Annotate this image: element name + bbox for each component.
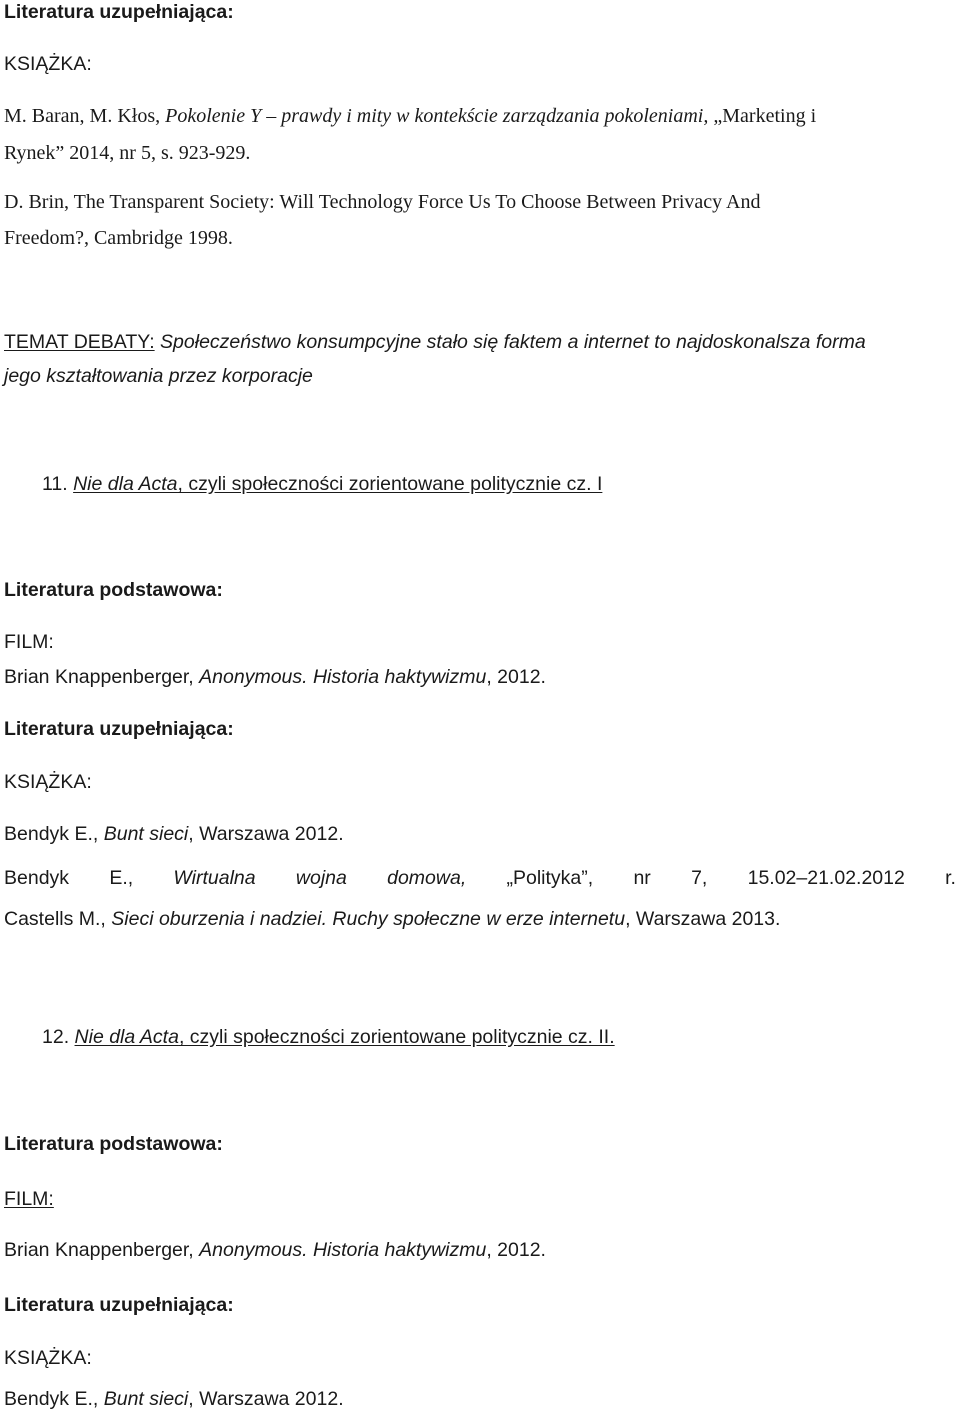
ref-baran-title: Pokolenie Y – prawdy i mity w kontekście zarządzania pokoleniami,	[165, 105, 709, 127]
section-11-number: 11.	[42, 473, 68, 495]
debate-line1	[4, 330, 956, 354]
ref-baran-journal: „Marketing i	[708, 105, 817, 127]
film-ref-12	[4, 1238, 956, 1262]
word: Bendyk	[4, 867, 70, 889]
film-label-12: FILM:	[4, 1188, 54, 1210]
book-rest: , Warszawa 2012.	[188, 1388, 344, 1410]
book-author: Castells M.,	[4, 908, 112, 930]
book-bendyk-wirtualna-11	[4, 866, 956, 890]
book-author: Bendyk E.,	[4, 1388, 104, 1410]
word: Wirtualna	[173, 867, 256, 889]
book-author: Bendyk E.,	[4, 823, 104, 845]
book-rest: , Warszawa 2012.	[188, 823, 344, 845]
ref-brin-line1: D. Brin, The Transparent Society: Will Technology Force Us To Choose Between Privacy And	[4, 191, 761, 213]
lit-uzup-heading-12: Literatura uzupełniająca:	[4, 1294, 234, 1316]
book-castells-11	[4, 907, 956, 931]
film-year-11: , 2012.	[486, 666, 546, 688]
word: 15.02–21.02.2012	[747, 867, 905, 889]
film-ref-11	[4, 665, 956, 689]
ksiazka-label-12: KSIĄŻKA:	[4, 1347, 92, 1369]
section-11-title-italic: Nie dla Acta	[73, 473, 178, 495]
lit-podst-heading-12: Literatura podstawowa:	[4, 1133, 223, 1155]
section-12-number: 12.	[42, 1026, 70, 1048]
lit-podst-heading-11: Literatura podstawowa:	[4, 579, 223, 601]
section-11-heading	[42, 472, 956, 496]
book-bendyk-bunt-11	[4, 822, 956, 846]
film-author-11: Brian Knappenberger,	[4, 666, 200, 688]
film-year-12: , 2012.	[486, 1239, 546, 1261]
lit-uzup-heading-1: Literatura uzupełniająca:	[4, 1, 234, 23]
book-title: Bunt sieci	[103, 823, 189, 845]
ksiazka-label-11: KSIĄŻKA:	[4, 771, 92, 793]
book-title: Sieci oburzenia i nadziei. Ruchy społeczne w erze internetu	[111, 908, 626, 930]
word: nr	[633, 867, 651, 889]
film-author-12: Brian Knappenberger,	[4, 1239, 200, 1261]
word: domowa,	[387, 867, 467, 889]
book-bendyk-bunt-12	[4, 1387, 956, 1411]
film-title-11: Anonymous. Historia haktywizmu	[199, 666, 487, 688]
section-12-title-italic: Nie dla Acta	[74, 1026, 179, 1048]
ref-baran-line1	[4, 104, 956, 128]
word: 7,	[691, 867, 708, 889]
film-title-12: Anonymous. Historia haktywizmu	[199, 1239, 487, 1261]
section-11-title	[73, 473, 602, 495]
debate-line2: jego kształtowania przez korporacje	[4, 365, 313, 387]
book-rest: , Warszawa 2013.	[625, 908, 781, 930]
book-title: Bunt sieci	[103, 1388, 189, 1410]
section-11-title-rest: , czyli społeczności zorientowane politycznie cz. I	[177, 473, 603, 495]
section-12-title	[75, 1026, 615, 1048]
ref-baran-authors: M. Baran, M. Kłos,	[4, 105, 166, 127]
section-12-heading	[42, 1025, 956, 1049]
debate-label: TEMAT DEBATY:	[4, 331, 155, 353]
film-label-11: FILM:	[4, 631, 54, 653]
word: wojna	[295, 867, 347, 889]
word: „Polityka”,	[506, 867, 594, 889]
section-12-title-rest: , czyli społeczności zorientowane politycznie cz. II.	[178, 1026, 615, 1048]
lit-uzup-heading-11: Literatura uzupełniająca:	[4, 718, 234, 740]
ref-brin-line2: Freedom?, Cambridge 1998.	[4, 227, 233, 249]
word: E.,	[109, 867, 134, 889]
word: r.	[945, 867, 956, 889]
debate-text-1: Społeczeństwo konsumpcyjne stało się faktem a internet to najdoskonalsza forma	[154, 331, 866, 353]
ref-baran-line2: Rynek” 2014, nr 5, s. 923-929.	[4, 142, 251, 164]
ksiazka-label-1: KSIĄŻKA:	[4, 53, 92, 75]
